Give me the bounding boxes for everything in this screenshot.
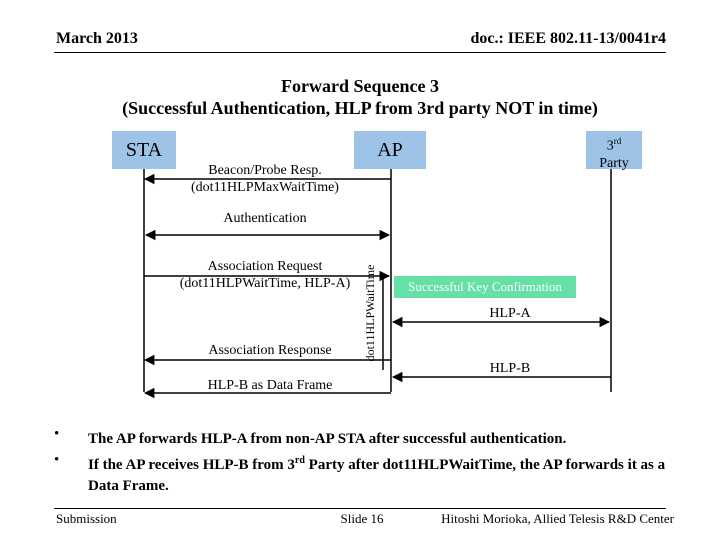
ap-label: AP (377, 139, 403, 161)
beacon-label: Beacon/Probe Resp. (dot11HLPMaxWaitTime) (191, 163, 339, 195)
third-party-label-line2: Party (599, 155, 629, 171)
header-date: March 2013 (56, 30, 138, 47)
sta-label: STA (125, 139, 163, 161)
bullet-dot: • (54, 426, 60, 442)
header-doc-id: doc.: IEEE 802.11-13/0041r4 (470, 30, 666, 47)
bullet-item (54, 424, 674, 450)
association-response-label: Association Response (208, 343, 332, 358)
footer-slide-number: Slide 16 (340, 511, 384, 526)
third-party-box (586, 131, 642, 169)
slide-title-line2: (Successful Authentication, HLP from 3rd party NOT in time) (122, 98, 598, 118)
association-request-label: Association Request (dot11HLPWaitTime, HLP-A) (179, 259, 351, 291)
hlp-b-label: HLP-B (489, 361, 531, 376)
footer-submission: Submission (56, 511, 117, 526)
bullet-list (54, 424, 674, 497)
footer-rule (54, 508, 666, 509)
bullet-text: If the AP receives HLP-B from 3rd Party after dot11HLPWaitTime, the AP forwards it as a Data Frame. (88, 455, 666, 494)
hlp-a-label: HLP-A (489, 306, 531, 321)
bullet-dot: • (54, 452, 60, 468)
bullet-item (54, 450, 674, 497)
third-party-label-line1: 3rd (606, 136, 622, 154)
footer-author: Hitoshi Morioka, Allied Telesis R&D Center (441, 511, 674, 526)
hlp-b-data-frame-label: HLP-B as Data Frame (207, 378, 333, 393)
authentication-label: Authentication (223, 211, 307, 226)
bullet-text: The AP forwards HLP-A from non-AP STA after successful authentication. (88, 431, 567, 447)
slide-title-line1: Forward Sequence 3 (281, 76, 439, 96)
key-confirmation-box: Successful Key Confirmation (394, 276, 576, 298)
wait-timer-label: dot11HLPWaitTime (363, 264, 377, 362)
